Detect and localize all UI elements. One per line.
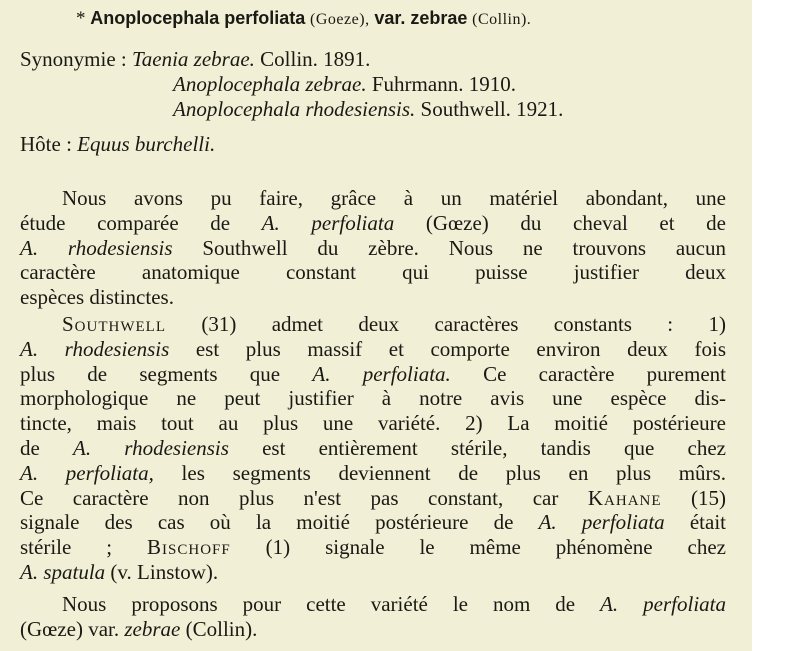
text-line: Southwell (31) admet deux caractères constants : 1) [62,312,726,336]
synonym-ref: Collin. 1891. [260,47,371,71]
text-line: A. rhodesiensis Southwell du zèbre. Nous ne trouvons aucun [20,235,726,260]
synonymy-line-3 [173,97,563,121]
text-line: espèces distinctes. [20,285,174,310]
host-line [20,132,215,156]
text-line: étude comparée de A. perfoliata (Gœze) du cheval et de [20,210,726,235]
synonym-name: Anoplocephala zebrae. [173,72,367,96]
paragraph-1 [20,186,726,310]
synonymy-line-1 [20,47,370,71]
text-line: signale des cas où la moitié postérieure de A. perfoliata était [20,510,726,535]
asterisk: * [76,8,86,29]
paragraph-2 [20,312,726,585]
species-name: Anoplocephala perfoliata [90,8,306,28]
text-line: caractère anatomique constant qui puisse justifier deux [20,260,726,285]
text-line: de A. rhodesiensis est entièrement stérile, tandis que chez [20,435,726,460]
synonym-name: Anoplocephala rhodesiensis. [173,97,416,121]
paragraph-3 [20,592,726,642]
text-line: plus de segments que A. perfoliata. Ce caractère purement [20,361,726,386]
text-line: A. perfoliata, les segments deviennent de plus en plus mûrs. [20,460,726,485]
variety-name: var. zebrae [374,8,468,28]
variety-author: (Collin). [472,11,532,28]
text-line: (Gœze) var. zebrae (Collin). [20,616,258,641]
text-line: Ce caractère non plus n'est pas constant, car Kahane (15) [20,485,726,510]
synonym-name: Taenia zebrae. [132,47,255,71]
text-line: tincte, mais tout au plus une variété. 2) La moitié postérieure [20,411,726,436]
species-heading [76,8,531,30]
synonym-ref: Southwell. 1921. [420,97,564,121]
text-line: stérile ; Bischoff (1) signale le même phénomène chez [20,535,726,560]
host-label: Hôte : [20,132,72,156]
synonymy-label: Synonymie : [20,47,127,71]
species-author: (Goeze), [310,11,370,28]
text-line: A. spatula (v. Linstow). [20,559,219,584]
text-line: Nous avons pu faire, grâce à un matériel abondant, une [62,186,726,210]
text-line: Nous proposons pour cette variété le nom de A. perfoliata [62,592,727,616]
host-name: Equus burchelli. [77,132,216,156]
text-line: morphologique ne peut justifier à notre avis une espèce dis- [20,386,726,411]
text-line: A. rhodesiensis est plus massif et comporte environ deux fois [20,336,726,361]
synonym-ref: Fuhrmann. 1910. [371,72,516,96]
synonymy-line-2 [173,72,516,96]
